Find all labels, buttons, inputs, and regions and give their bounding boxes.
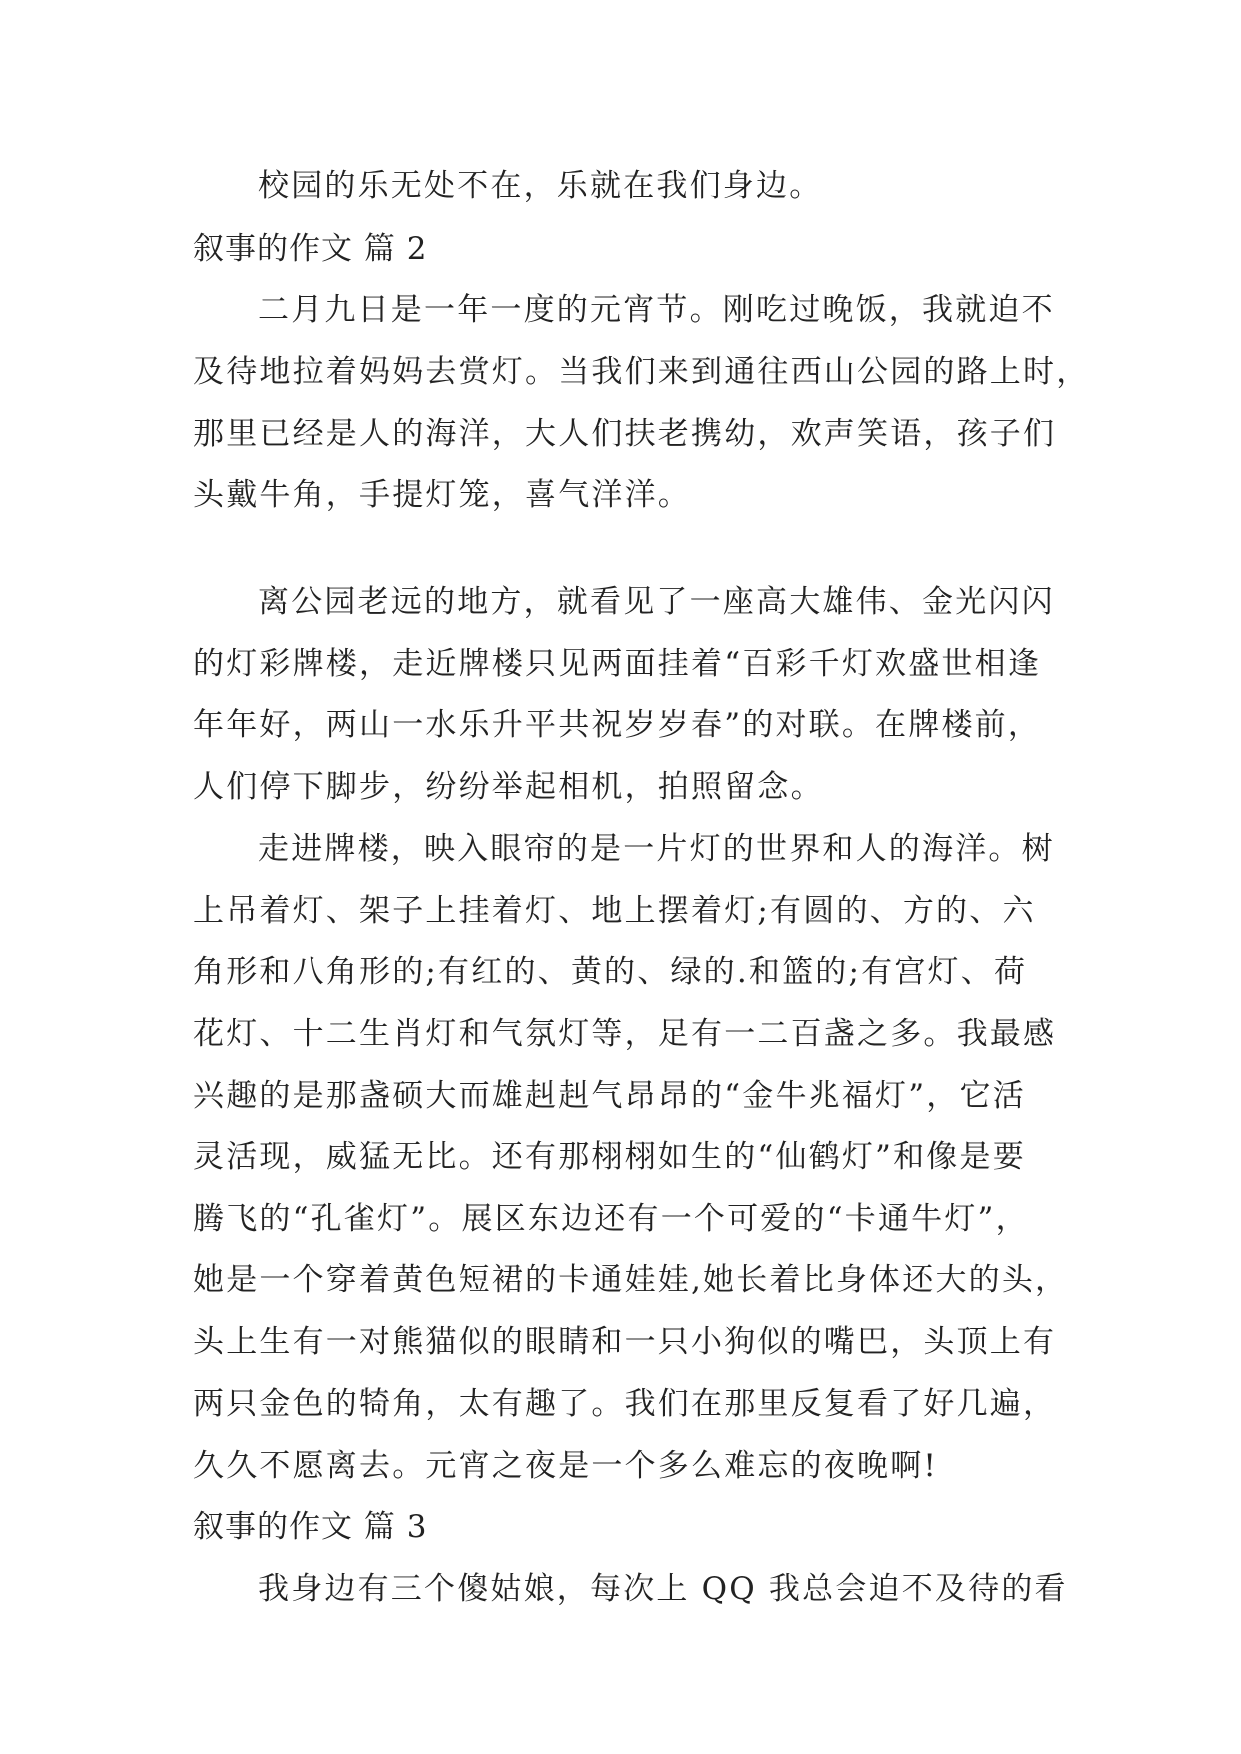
paragraph-line: 我身边有三个傻姑娘，每次上 QQ 我总会迫不及待的看 [258,1571,1068,1607]
paragraph-line: 的灯彩牌楼，走近牌楼只见两面挂着“百彩千灯欢盛世相逢 [193,646,1042,682]
paragraph-line: 她是一个穿着黄色短裙的卡通娃娃,她长着比身体还大的头， [193,1262,1069,1298]
section-heading: 叙事的作文 篇 3 [193,1509,428,1545]
paragraph-line: 角形和八角形的;有红的、黄的、绿的.和篮的;有宫灯、荷 [193,954,1028,990]
paragraph-line: 年年好，两山一水乐升平共祝岁岁春”的对联。在牌楼前， [193,707,1042,743]
paragraph-line: 头戴牛角，手提灯笼，喜气洋洋。 [193,477,691,513]
paragraph-line: 兴趣的是那盏硕大而雄赳赳气昂昂的“金牛兆福灯”，它活 [193,1078,1026,1114]
paragraph-line: 那里已经是人的海洋，大人们扶老携幼，欢声笑语，孩子们 [193,416,1057,452]
paragraph-line: 腾飞的“孔雀灯”。展区东边还有一个可爱的“卡通牛灯”， [193,1201,1029,1237]
paragraph-line: 花灯、十二生肖灯和气氛灯等，足有一二百盏之多。我最感 [193,1016,1057,1052]
paragraph-line: 校园的乐无处不在，乐就在我们身边。 [258,168,823,204]
paragraph-line: 灵活现，威猛无比。还有那栩栩如生的“仙鹤灯”和像是要 [193,1139,1026,1175]
paragraph-line: 人们停下脚步，纷纷举起相机，拍照留念。 [193,769,824,805]
paragraph-line: 头上生有一对熊猫似的眼睛和一只小狗似的嘴巴，头顶上有 [193,1324,1057,1360]
section-heading: 叙事的作文 篇 2 [193,231,428,267]
paragraph-line: 及待地拉着妈妈去赏灯。当我们来到通往西山公园的路上时， [193,354,1090,390]
paragraph-line: 久久不愿离去。元宵之夜是一个多么难忘的夜晚啊! [193,1448,939,1484]
paragraph-line: 二月九日是一年一度的元宵节。刚吃过晚饭，我就迫不 [258,292,1055,328]
paragraph-line: 两只金色的犄角，太有趣了。我们在那里反复看了好几遍， [193,1386,1057,1422]
paragraph-line: 上吊着灯、架子上挂着灯、地上摆着灯;有圆的、方的、六 [193,893,1036,929]
paragraph-line: 走进牌楼，映入眼帘的是一片灯的世界和人的海洋。树 [258,831,1055,867]
paragraph-line: 离公园老远的地方，就看见了一座高大雄伟、金光闪闪 [258,584,1055,620]
